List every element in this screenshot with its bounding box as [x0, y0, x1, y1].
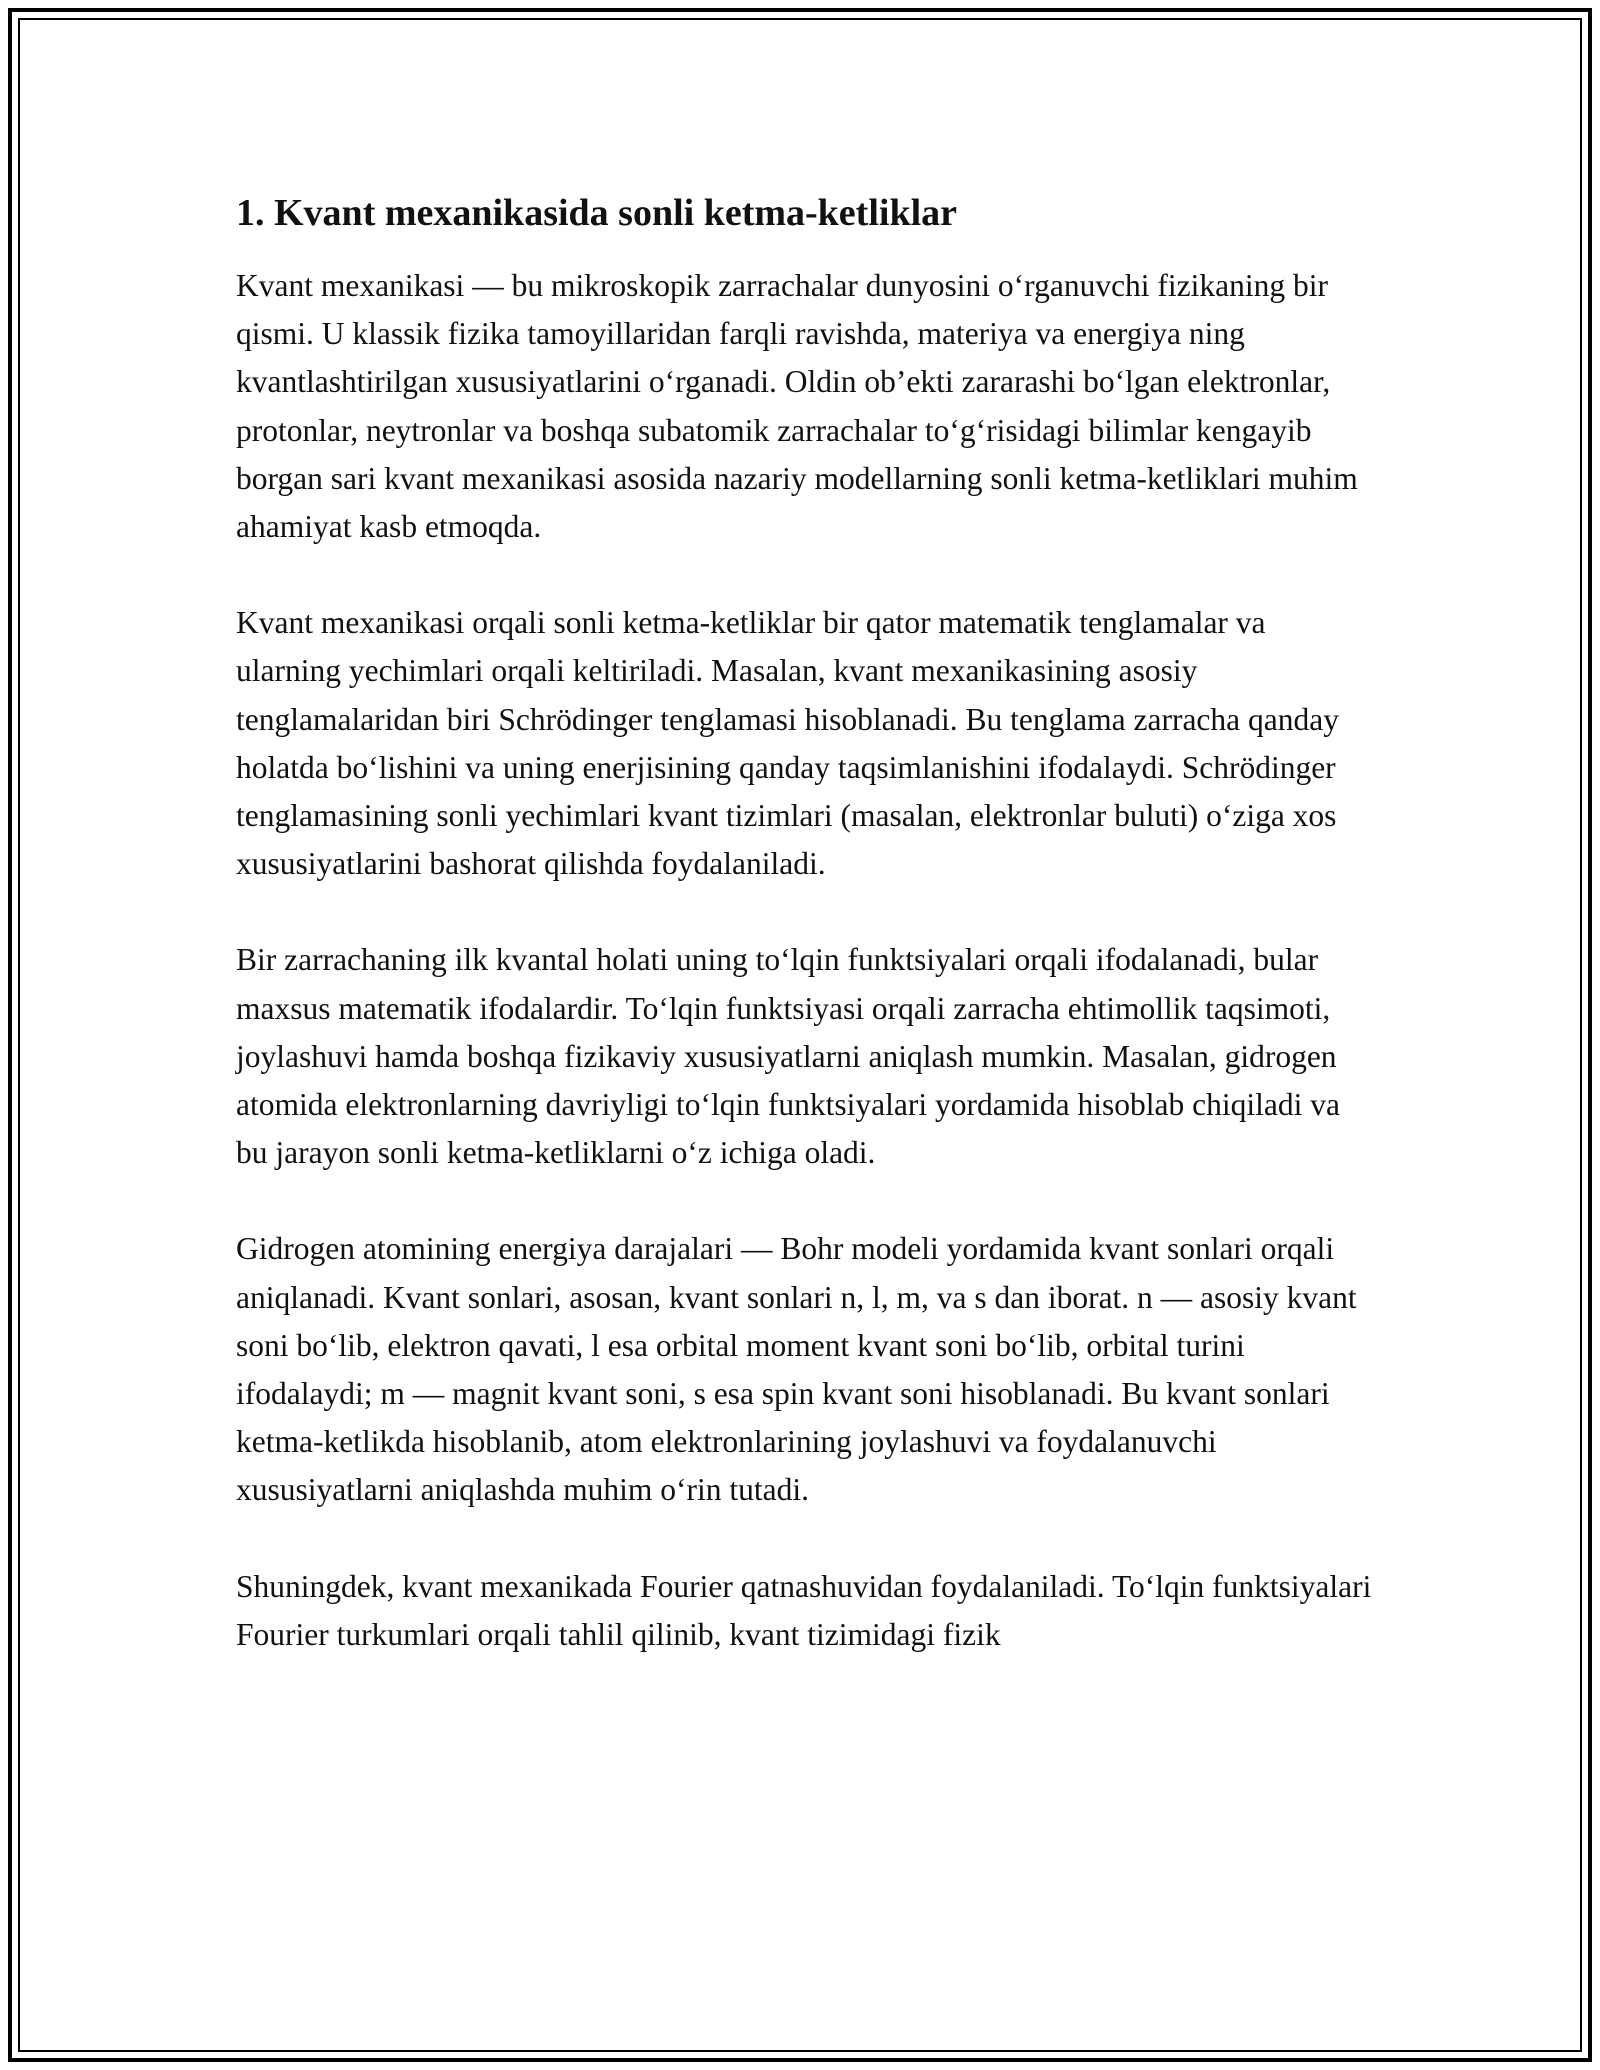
section-heading: 1. Kvant mexanikasida sonli ketma-ketliklar — [236, 192, 957, 234]
paragraph-2: Kvant mexanikasi orqali sonli ketma-ketliklar bir qator matematik tenglamalar va ularning yechimlari orqali keltiriladi. Masalan, kvant mexanikasining asosiy tenglamalaridan biri Schrödinger tenglamasi hisoblanadi. Bu tenglama zarracha qanday holatda bo‘lishini va uning enerjisining qanday taqsimlanishini ifodalaydi. Schrödinger tenglamasining sonli yechimlari kvant tizimlari (masalan, elektronlar buluti) o‘ziga xos xususiyatlarini bashorat qilishda foydalaniladi. — [236, 605, 1339, 882]
paragraph-5: Shuningdek, kvant mexanikada Fourier qatnashuvidan foydalaniladi. To‘lqin funktsiyalari Fourier turkumlari orqali tahlil qilinib, kvant tizimidagi fizik — [236, 1568, 1372, 1652]
paragraph-3: Bir zarrachaning ilk kvantal holati uning to‘lqin funktsiyalari orqali ifodalanadi, bular maxsus matematik ifodalardir. To‘lqin funktsiyasi orqali zarracha ehtimollik taqsimoti, joylashuvi hamda boshqa fizikaviy xususiyatlarni aniqlash mumkin. Masalan, gidrogen atomida elektronlarning davriyligi to‘lqin funktsiyalari yordamida hisoblab chiqiladi va bu jarayon sonli ketma-ketliklarni o‘z ichiga oladi. — [236, 942, 1340, 1171]
document-body — [236, 186, 1376, 1707]
paragraph-1: Kvant mexanikasi — bu mikroskopik zarrachalar dunyosini o‘rganuvchi fizikaning bir qismi. U klassik fizika tamoyillaridan farqli ravishda, materiya va energiya ning kvantlashtirilgan xususiyatlarini o‘rganadi. Oldin ob’ekti zararashi bo‘lgan elektronlar, protonlar, neytronlar va boshqa subatomik zarrachalar to‘g‘risidagi bilimlar kengayib borgan sari kvant mexanikasi asosida nazariy modellarning sonli ketma-ketliklari muhim ahamiyat kasb etmoqda. — [236, 268, 1358, 545]
paragraph-4: Gidrogen atomining energiya darajalari — Bohr modeli yordamida kvant sonlari orqali aniqlanadi. Kvant sonlari, asosan, kvant sonlari n, l, m, va s dan iborat. n — asosiy kvant soni bo‘lib, elektron qavati, l esa orbital moment kvant soni bo‘lib, orbital turini ifodalaydi; m — magnit kvant soni, s esa spin kvant soni hisoblanadi. Bu kvant sonlari ketma-ketlikda hisoblanib, atom elektronlarining joylashuvi va foydalanuvchi xususiyatlarni aniqlashda muhim o‘rin tutadi. — [236, 1231, 1357, 1508]
